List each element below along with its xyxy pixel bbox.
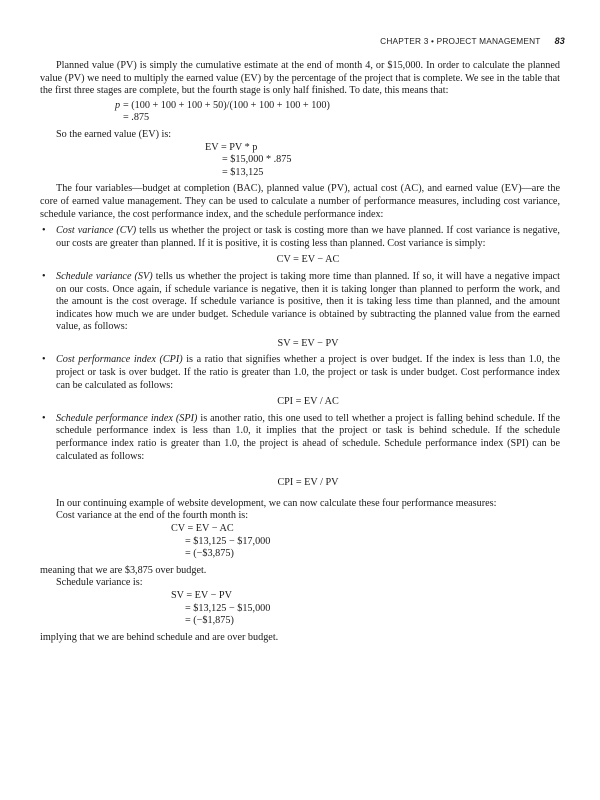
equation-sv-line2 — [40, 603, 560, 616]
paragraph-schedule-variance-intro: Schedule variance is: — [56, 577, 143, 589]
page-body — [40, 60, 560, 644]
bullet-glyph: • — [42, 225, 46, 237]
list-item-cost-performance-index — [40, 354, 560, 408]
paragraph-four-variables: The four variables—budget at completion (BAC), planned value (PV), actual cost (AC), and earned value (EV)—are the core of earned value management. They can be used to calculate a number of performance measures, including cost variance, schedule variance, the cost performance index, and the schedule performance index: — [40, 183, 560, 220]
paragraph-cost-variance-month4: Cost variance at the end of the fourth month is: — [56, 510, 249, 522]
equation-ev-text2: = $15,000 * .875 — [222, 154, 292, 166]
equation-ev-text1: EV = PV * p — [205, 141, 258, 153]
equation-cv-text3: = (−$3,875) — [185, 548, 234, 560]
equation-cv-line3 — [40, 548, 560, 561]
equation-cv-line1 — [40, 523, 560, 536]
running-header — [380, 35, 565, 48]
term-cost-performance-index: Cost performance index (CPI) — [56, 354, 183, 366]
equation-cv-text2: = $13,125 − $17,000 — [185, 535, 271, 547]
formula-cost-performance-index: CPI = EV / AC — [277, 396, 339, 408]
paragraph-earned-value-intro: So the earned value (EV) is: — [56, 128, 172, 140]
desc-schedule-variance: tells us whether the project is taking more time than planned. If so, it will have a negative impact on our costs. Once again, if schedule variance is negative, then it is taking longer than planned to perform the work, and the amount is the cost overage. If schedule variance is positive, then it is taking less time than planned, and the amount indicates how much we are under budget. Schedule variance is obtained by subtracting the planned value from the earned value, as follows: — [56, 270, 561, 333]
equation-p-line2 — [40, 112, 560, 125]
list-item-cost-variance — [40, 225, 560, 267]
equation-ev-text3: = $13,125 — [222, 166, 264, 178]
paragraph-behind-schedule: implying that we are behind schedule and are over budget. — [40, 631, 279, 643]
equation-sv-text1: SV = EV − PV — [171, 589, 232, 601]
formula-schedule-variance: SV = EV − PV — [277, 337, 339, 349]
bullet-glyph: • — [42, 412, 46, 424]
equation-p-rhs1: = (100 + 100 + 100 + 50)/(100 + 100 + 100 + 100) — [123, 99, 330, 111]
equation-cv-text1: CV = EV − AC — [171, 523, 234, 534]
term-schedule-variance: Schedule variance (SV) — [56, 270, 153, 282]
equation-sv-text2: = $13,125 − $15,000 — [185, 602, 271, 614]
term-schedule-performance-index: Schedule performance index (SPI) — [56, 412, 198, 424]
formula-cost-variance: CV = EV − AC — [276, 254, 340, 266]
desc-schedule-performance-index: is another ratio, this one used to tell whether a project is falling behind schedule. If the schedule performance index is less than 1.0, it implies that the project or task is behind schedule. If the schedule performance index ratio is greater than 1.0, the project is ahead of schedule. Schedule performance index (SPI) can be calculated as follows: — [56, 412, 561, 462]
paragraph-over-budget: meaning that we are $3,875 over budget. — [40, 564, 207, 576]
formula-schedule-performance-index: CPI = EV / PV — [277, 477, 339, 489]
paragraph-planned-value: Planned value (PV) is simply the cumulative estimate at the end of month 4, or $15,000. In order to calculate the planned value (PV) we need to multiply the earned value (EV) by the percentage of the project that is complete. We see in the table that the first three stages are complete, but the fourth stage is only half finished. To date, this means that: — [40, 60, 560, 97]
desc-cost-performance-index: is a ratio that signifies whether a project is over budget. If the index is less than 1.0, the project or task is over budget. If the ratio is greater than 1.0, the project or task is under budget. Cost performance index can be calculated as follows: — [56, 354, 561, 391]
equation-ev-line1 — [40, 142, 560, 155]
equation-ev-line3 — [40, 167, 560, 180]
equation-sv-line3 — [40, 615, 560, 628]
paragraph-continuing-example: In our continuing example of website development, we can now calculate these four performance measures: — [56, 497, 497, 509]
equation-p-line1 — [40, 100, 560, 113]
equation-p-lhs: p — [115, 99, 121, 111]
desc-cost-variance: tells us whether the project or task is costing more than we have planned. If cost variance is negative, our costs are greater than planned. If it is positive, it is costing less than planned. Cost variance is simply: — [56, 225, 560, 249]
page-number: 83 — [554, 36, 565, 46]
performance-measures-list — [40, 225, 560, 490]
equation-sv-line1 — [40, 590, 560, 603]
term-cost-variance: Cost variance (CV) — [56, 225, 137, 237]
bullet-glyph: • — [42, 270, 46, 282]
bullet-glyph: • — [42, 354, 46, 366]
equation-cv-line2 — [40, 536, 560, 549]
equation-p-rhs2: = .875 — [123, 112, 150, 124]
list-item-schedule-performance-index — [40, 413, 560, 490]
list-item-schedule-variance — [40, 271, 560, 351]
equation-sv-text3: = (−$1,875) — [185, 615, 234, 627]
equation-ev-line2 — [40, 154, 560, 167]
running-head-text: CHAPTER 3 • PROJECT MANAGEMENT — [380, 36, 541, 46]
